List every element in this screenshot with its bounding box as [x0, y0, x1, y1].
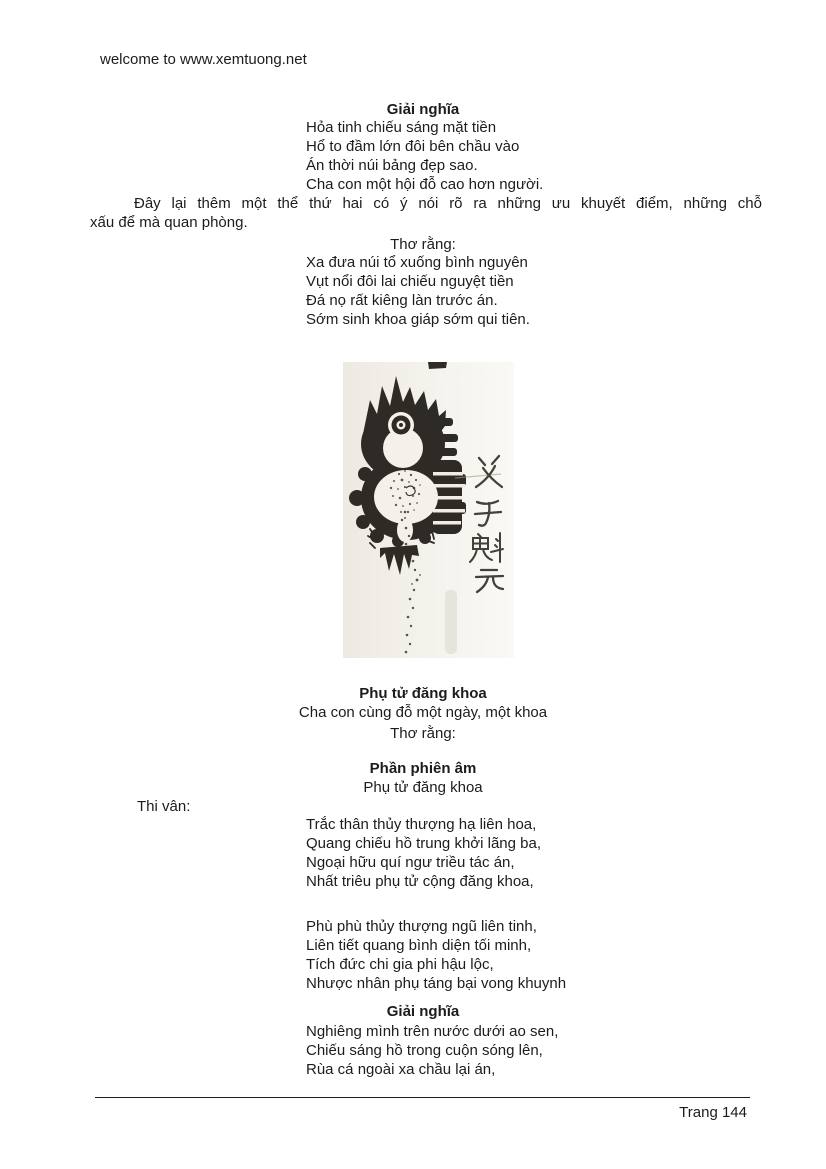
poem-line: Xa đưa núi tổ xuống bình nguyên: [306, 254, 528, 271]
tho-rang-1-label: Thơ rằng:: [390, 236, 456, 253]
poem-line: Liên tiết quang bình diện tối minh,: [306, 937, 532, 954]
page-number: Trang 144: [679, 1104, 747, 1121]
poem-line: Hỏa tinh chiếu sáng mặt tiền: [306, 119, 497, 136]
poem-line: Vụt nổi đôi lai chiếu nguyệt tiền: [306, 273, 514, 290]
giai-nghia-2-title: Giải nghĩa: [386, 1003, 460, 1020]
bottom-opening: [397, 518, 413, 542]
protrusion: [440, 448, 457, 456]
poem-line: Rùa cá ngoài xa chầu lại án,: [306, 1061, 496, 1078]
poem-line: Sớm sinh khoa giáp sớm qui tiên.: [306, 311, 530, 328]
poem-line: Nhất triêu phụ tử cộng đăng khoa,: [306, 873, 534, 890]
poem-line: Án thời núi bảng đẹp sao.: [306, 157, 478, 174]
bump: [349, 490, 365, 506]
scan-top-mark: [428, 362, 447, 369]
phien-am-subtitle: Phụ tử đăng khoa: [363, 779, 483, 796]
poem-line: Chiếu sáng hồ trong cuộn sóng lên,: [306, 1042, 543, 1059]
poem-line: Tích đức chi gia phi hậu lộc,: [306, 956, 494, 973]
poem-line: Quang chiếu hồ trung khởi lãng ba,: [306, 835, 541, 852]
poem-line: Phù phù thủy thượng ngũ liên tinh,: [306, 918, 537, 935]
giai-nghia-1-title: Giải nghĩa: [386, 101, 460, 118]
header-note: welcome to www.xemtuong.net: [100, 51, 307, 68]
commentary-line-2: xấu để mà quan phòng.: [90, 214, 248, 231]
protrusion: [435, 418, 453, 426]
tho-rang-2-label: Thơ rằng:: [390, 725, 456, 742]
poem-line: Trắc thân thủy thượng hạ liên hoa,: [306, 816, 537, 833]
poem-line: Ngoại hữu quí ngư triều tác án,: [306, 854, 515, 871]
eye-pupil: [399, 423, 403, 427]
commentary-line-1: Đây lại thêm một thể thứ hai có ý nói rõ ra những ưu khuyết điểm, những chỗ: [134, 195, 762, 212]
poem-line: Hổ to đầm lớn đôi bên chầu vào: [306, 138, 520, 155]
footer-rule: [95, 1097, 750, 1098]
illustration-scan: [343, 362, 514, 658]
protrusion: [438, 434, 458, 442]
smudge: [445, 590, 457, 654]
woodblock-figure: [343, 362, 514, 658]
poem-line: Nghiêng mình trên nước dưới ao sen,: [306, 1023, 559, 1040]
poem-line: Cha con một hội đỗ cao hơn người.: [306, 176, 544, 193]
bump: [356, 515, 370, 529]
phu-tu-subtitle: Cha con cùng đỗ một ngày, một khoa: [298, 704, 548, 721]
poem-line: Nhược nhân phụ táng bại vong khuynh: [306, 975, 567, 992]
bump: [358, 467, 372, 481]
phien-am-title: Phần phiên âm: [369, 760, 477, 777]
body-interior: [374, 470, 438, 524]
phu-tu-title: Phụ tử đăng khoa: [359, 685, 487, 702]
thi-van-label: Thi vân:: [137, 798, 191, 815]
poem-line: Đá nọ rất kiêng làn trước án.: [306, 292, 498, 309]
